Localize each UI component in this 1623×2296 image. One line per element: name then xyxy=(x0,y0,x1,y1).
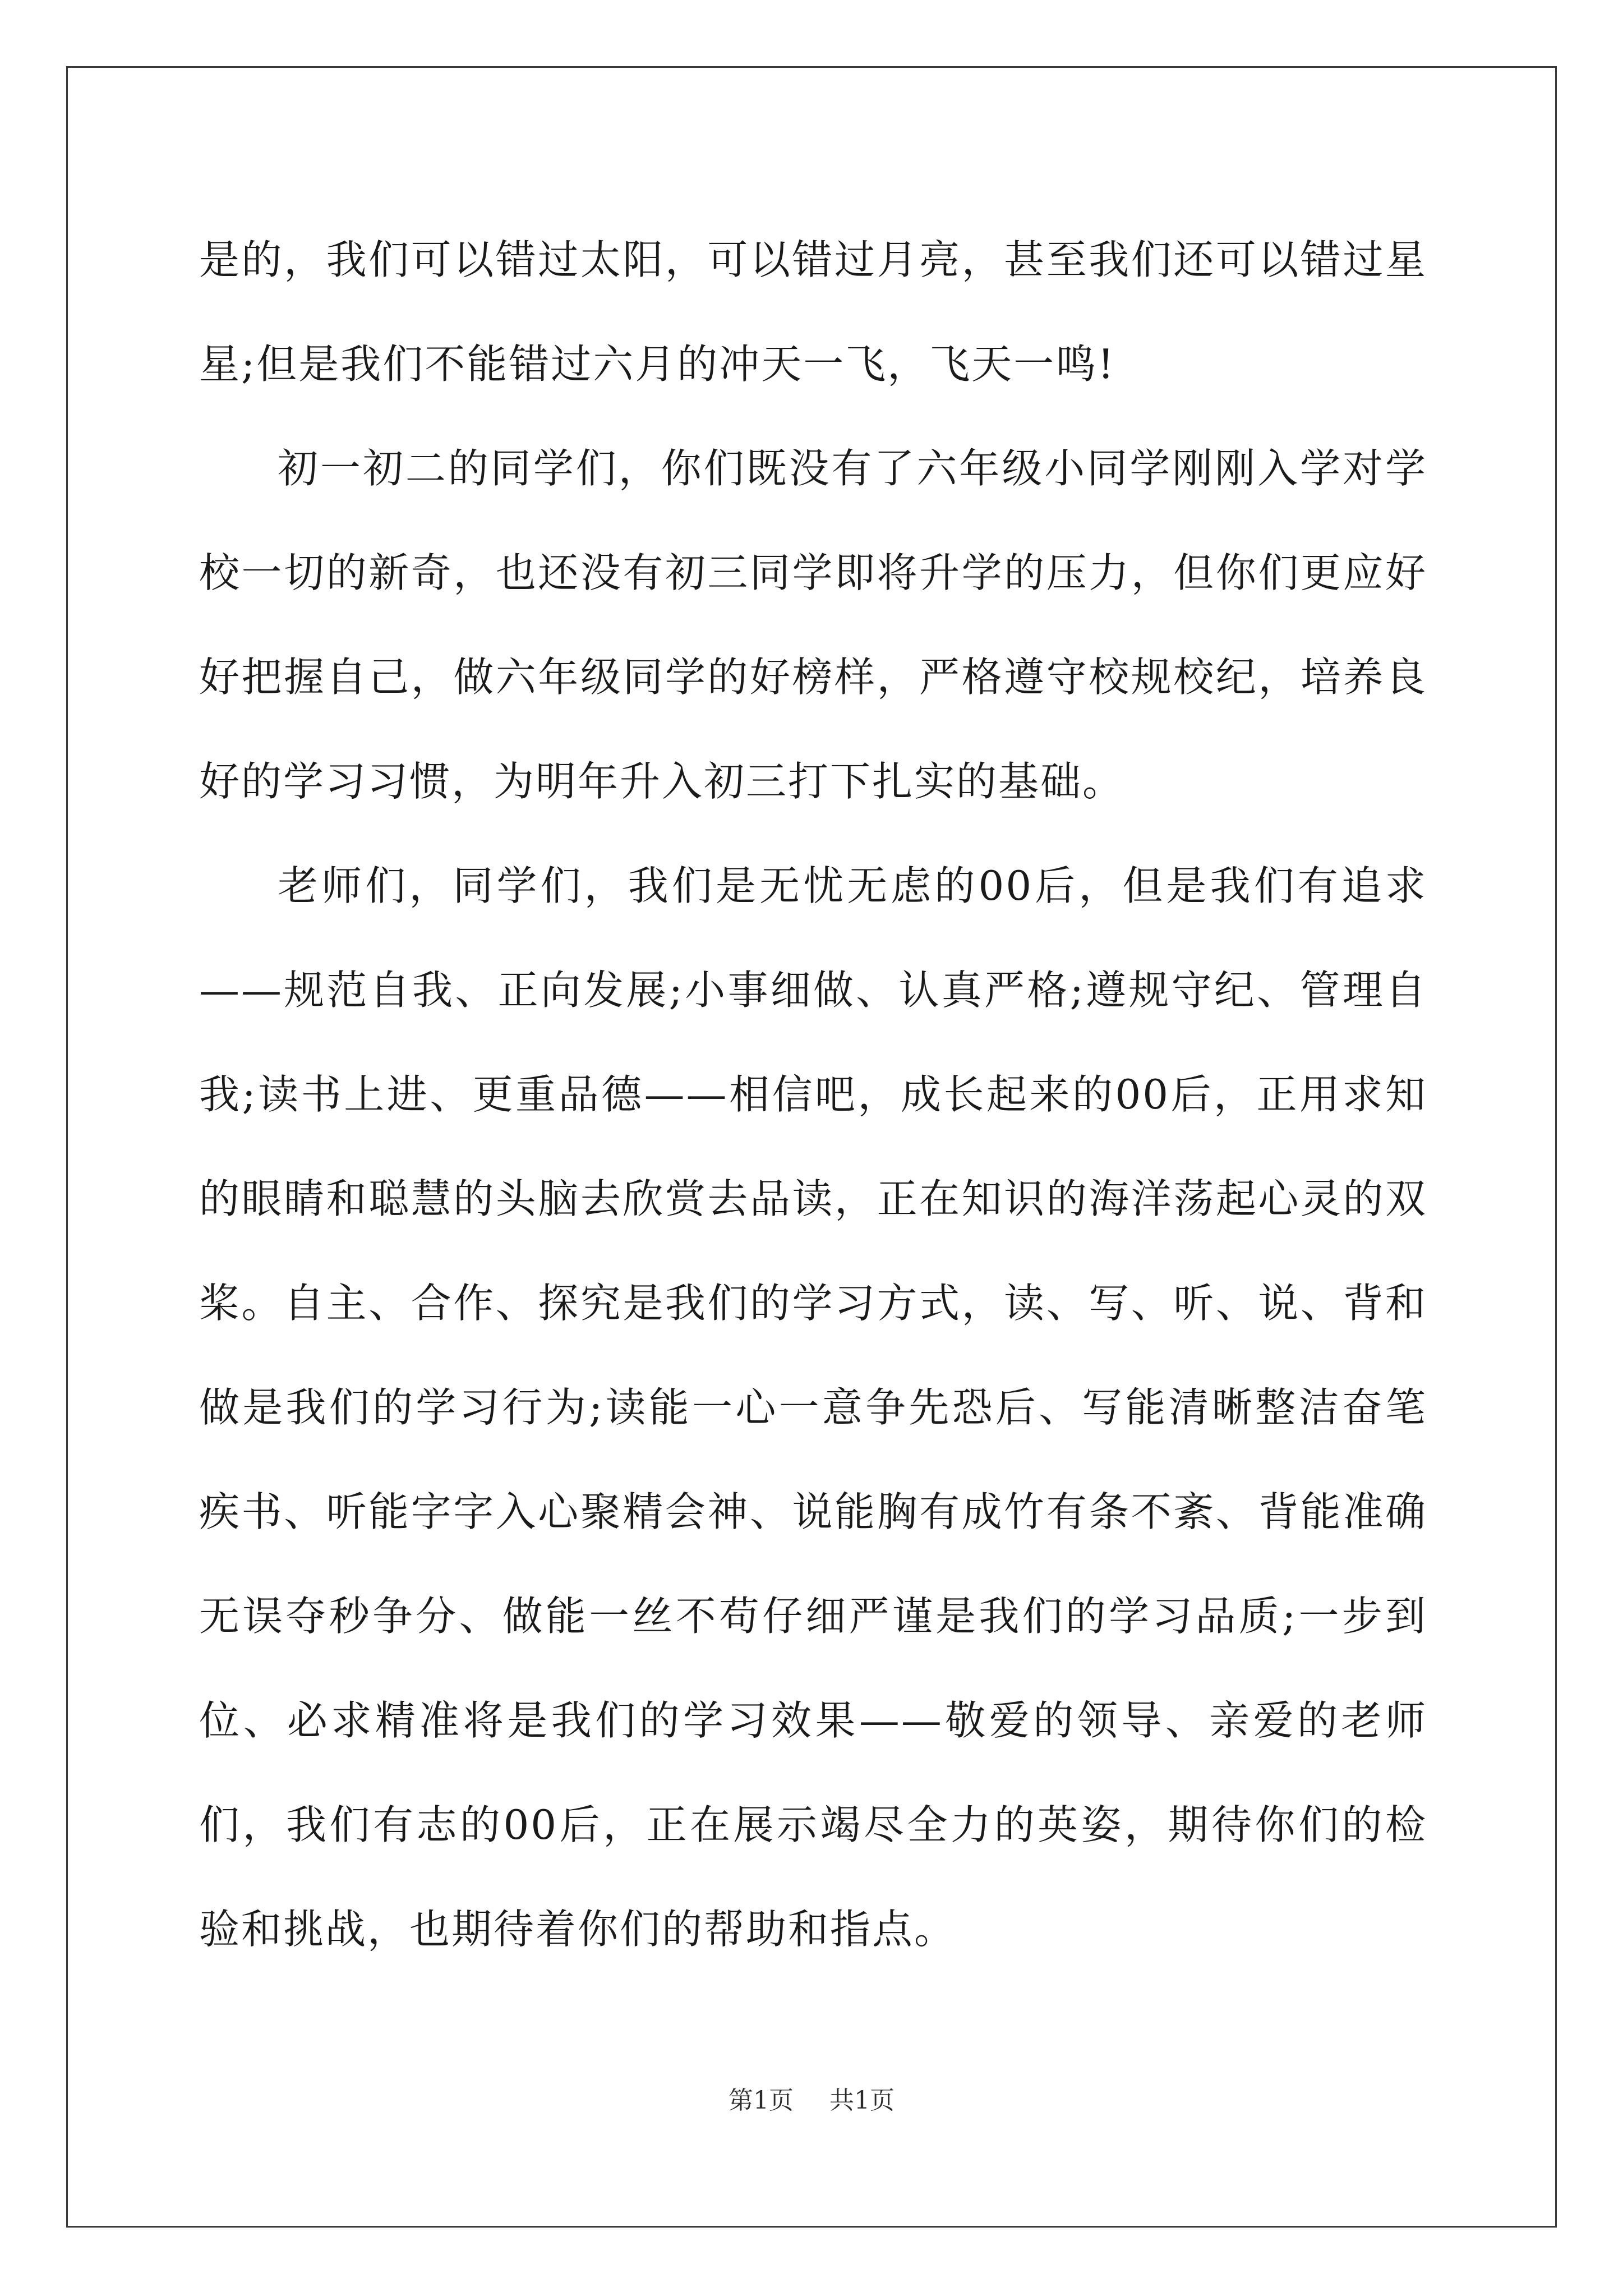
page-number: 第1页 xyxy=(728,2086,794,2115)
paragraph-1: 是的，我们可以错过太阳，可以错过月亮，甚至我们还可以错过星星;但是我们不能错过六月的冲天一飞，飞天一鸣! xyxy=(199,236,1427,388)
page-footer xyxy=(0,2080,1623,2116)
paragraph-2: 初一初二的同学们，你们既没有了六年级小同学刚刚入学对学校一切的新奇，也还没有初三同学即将升学的压力，但你们更应好好把握自己，做六年级同学的好榜样，严格遵守校规校纪，培养良好的学习习惯，为明年升入初三打下扎实的基础。 xyxy=(199,445,1427,805)
paragraph-3: 老师们，同学们，我们是无忧无虑的00后，但是我们有追求——规范自我、正向发展;小事细做、认真严格;遵规守纪、管理自我;读书上进、更重品德——相信吧，成长起来的00后，正用求知的眼睛和聪慧的头脑去欣赏去品读，正在知识的海洋荡起心灵的双桨。自主、合作、探究是我们的学习方式，读、写、听、说、背和做是我们的学习行为;读能一心一意争先恐后、写能清晰整洁奋笔疾书、听能字字入心聚精会神、说能胸有成竹有条不紊、背能准确无误夺秒争分、做能一丝不苟仔细严谨是我们的学习品质;一步到位、必求精准将是我们的学习效果——敬爱的领导、亲爱的老师们，我们有志的00后，正在展示竭尽全力的英姿，期待你们的检验和挑战，也期待着你们的帮助和指点。 xyxy=(199,862,1427,1953)
document-body xyxy=(199,208,1427,1981)
page-total: 共1页 xyxy=(829,2086,895,2115)
